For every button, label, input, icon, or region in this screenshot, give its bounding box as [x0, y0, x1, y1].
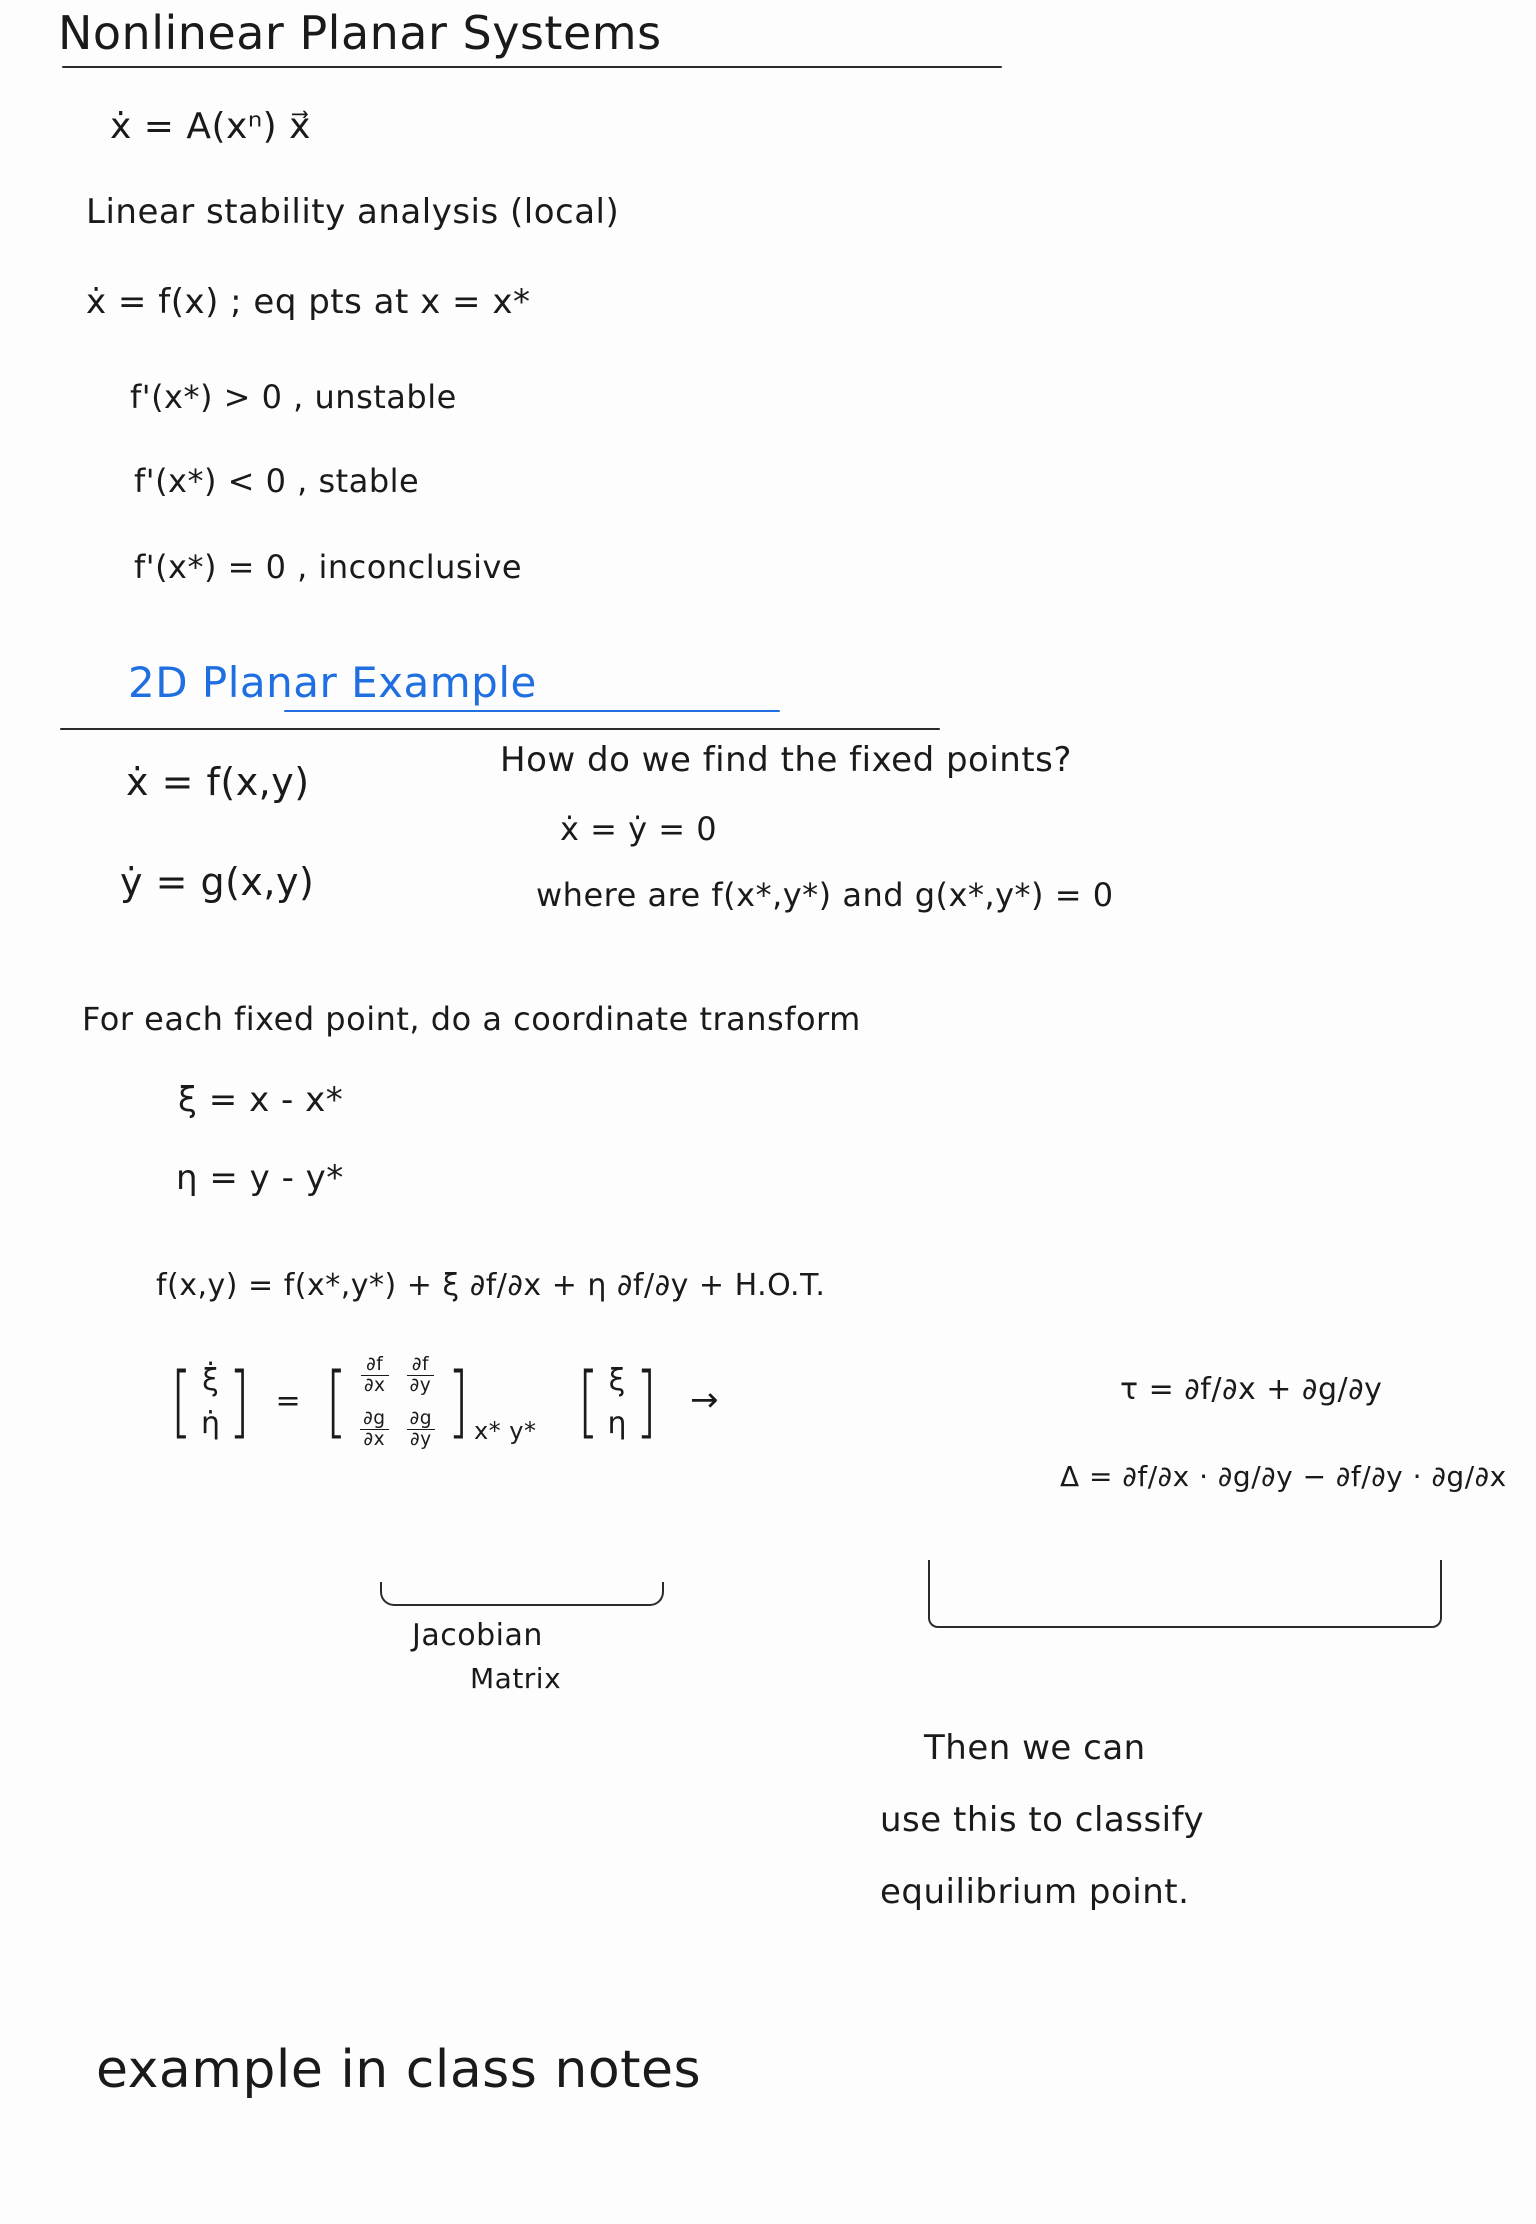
question-where-f-g-zero: where are f(x*,y*) and g(x*,y*) = 0 — [536, 876, 1114, 914]
page-title: Nonlinear Planar Systems — [58, 6, 662, 60]
footer-note: example in class notes — [96, 2040, 702, 2100]
bracket-close-right: ] — [635, 1356, 658, 1447]
entry-df-dy: $\frac{\partial f}{\partial y}$ — [407, 1355, 435, 1395]
jacobian-matrix — [321, 1355, 536, 1449]
jacobian-underbrace — [380, 1582, 664, 1606]
equation-linear-system: ẋ = A(xⁿ) x⃗ — [110, 106, 311, 147]
section-heading-planar-example: 2D Planar Example — [128, 658, 537, 707]
equation-xdot-ydot-zero: ẋ = ẏ = 0 — [560, 810, 718, 848]
section-divider — [60, 728, 940, 730]
bracket-open-right: [ — [577, 1356, 599, 1447]
equation-trace: τ = ∂f/∂x + ∂g/∂y — [1120, 1372, 1383, 1407]
entry-df-dx: $\frac{\partial f}{\partial x}$ — [361, 1355, 389, 1395]
label-jacobian: Jacobian — [412, 1618, 543, 1653]
bracket-open-left: [ — [170, 1356, 193, 1447]
rhs-vector-top: ξ — [608, 1363, 626, 1399]
invariants-underbrace — [928, 1560, 1442, 1628]
equation-taylor-expansion: f(x,y) = f(x*,y*) + ξ ∂f/∂x + η ∂f/∂y + H.O.T. — [156, 1268, 826, 1303]
condition-unstable: f'(x*) > 0 , unstable — [130, 378, 457, 416]
question-find-fixed-points: How do we find the fixed points? — [500, 740, 1072, 780]
title-underline — [62, 66, 1002, 68]
equals-sign: = — [265, 1383, 312, 1419]
equation-jacobian-matrix — [166, 1355, 719, 1449]
entry-dg-dx: $\frac{\partial g}{\partial x}$ — [360, 1409, 388, 1449]
bracket-close-matrix: ] — [447, 1356, 470, 1447]
text-coordinate-transform: For each fixed point, do a coordinate transform — [82, 1000, 861, 1038]
text-linear-stability-analysis: Linear stability analysis (local) — [86, 192, 620, 232]
conclusion-line-2: use this to classify — [880, 1800, 1205, 1840]
equation-xdot-f: ẋ = f(x,y) — [126, 760, 310, 804]
rhs-vector — [573, 1356, 662, 1447]
heading-underline-blue — [284, 710, 780, 712]
lhs-vector — [166, 1356, 255, 1447]
equation-ydot-g: ẏ = g(x,y) — [120, 860, 315, 904]
entry-dg-dy: $\frac{\partial g}{\partial y}$ — [407, 1409, 435, 1449]
matrix-eval-at: x* y* — [473, 1417, 537, 1446]
conclusion-line-3: equilibrium point. — [880, 1872, 1190, 1912]
equation-determinant: Δ = ∂f/∂x · ∂g/∂y − ∂f/∂y · ∂g/∂x — [1060, 1460, 1507, 1493]
rhs-vector-bottom: η — [607, 1406, 628, 1442]
condition-stable: f'(x*) < 0 , stable — [134, 462, 420, 500]
equation-xi-definition: ξ = x - x* — [178, 1080, 344, 1120]
lhs-vector-top: ξ̇ — [202, 1363, 220, 1399]
condition-inconclusive: f'(x*) = 0 , inconclusive — [134, 548, 523, 586]
arrow-icon: → — [690, 1379, 719, 1420]
matrix-row-1 — [357, 1355, 438, 1395]
label-matrix: Matrix — [470, 1662, 562, 1695]
bracket-open-matrix: [ — [325, 1356, 348, 1447]
equation-scalar-system: ẋ = f(x) ; eq pts at x = x* — [86, 282, 531, 322]
bracket-close-left: ] — [229, 1356, 251, 1447]
conclusion-line-1: Then we can — [924, 1728, 1146, 1768]
lhs-vector-bottom: η̇ — [200, 1406, 221, 1442]
equation-eta-definition: η = y - y* — [176, 1158, 344, 1198]
matrix-row-2 — [356, 1409, 439, 1449]
